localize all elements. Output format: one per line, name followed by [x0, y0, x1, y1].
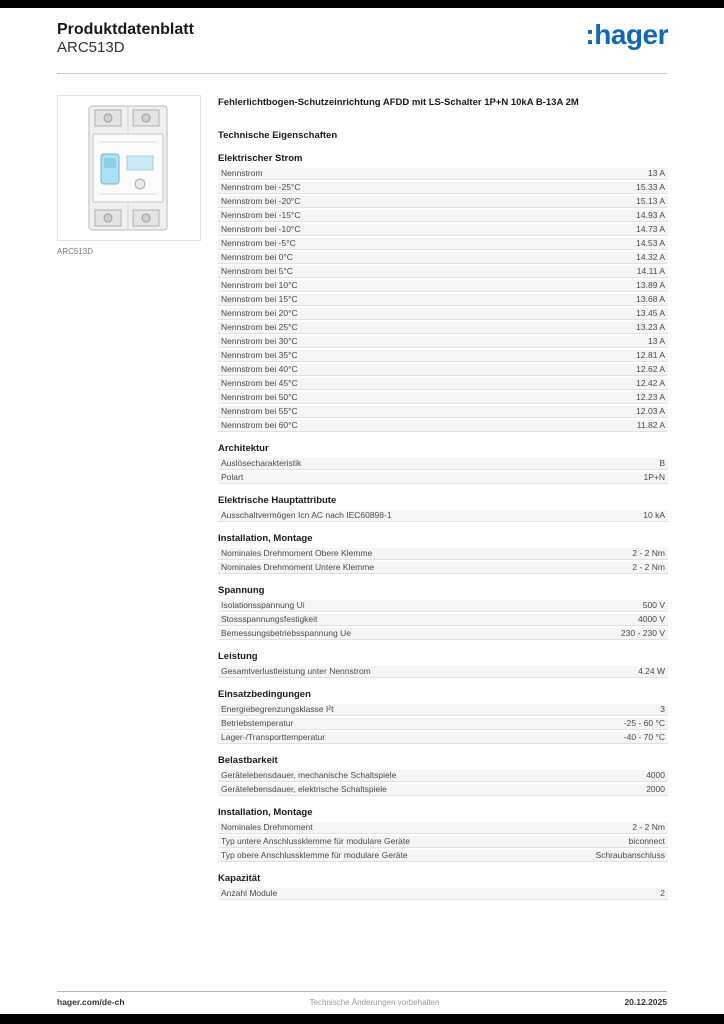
spec-label: Isolationsspannung Ui: [221, 600, 305, 610]
spec-label: Stossspannungsfestigkeit: [221, 614, 318, 624]
spec-row: [218, 888, 668, 900]
spec-row: [218, 562, 668, 574]
section-title: Einsatzbedingungen: [218, 689, 311, 700]
spec-value: 230 - 230 V: [621, 628, 665, 638]
section-title: Architektur: [218, 443, 269, 454]
section-rows: [218, 770, 668, 796]
section-rows: [218, 666, 668, 678]
spec-label: Nennstrom bei 5°C: [221, 266, 293, 276]
section-title: Installation, Montage: [218, 807, 313, 818]
spec-row: [218, 336, 668, 348]
spec-section: [218, 755, 668, 796]
spec-value: 15.33 A: [636, 182, 665, 192]
section-title: Elektrischer Strom: [218, 153, 303, 164]
spec-label: Typ untere Anschlussklemme für modulare Geräte: [221, 836, 410, 846]
spec-label: Nennstrom bei -10°C: [221, 224, 301, 234]
spec-label: Nennstrom bei -20°C: [221, 196, 301, 206]
spec-label: Nennstrom bei -15°C: [221, 210, 301, 220]
spec-value: biconnect: [628, 836, 665, 846]
spec-row: [218, 406, 668, 418]
spec-row: [218, 364, 668, 376]
spec-row: [218, 458, 668, 470]
spec-row: [218, 548, 668, 560]
spec-value: -25 - 60 °C: [623, 718, 665, 728]
spec-section: [218, 495, 668, 522]
spec-value: 12.42 A: [636, 378, 665, 388]
spec-value: 2 - 2 Nm: [632, 548, 665, 558]
page-footer: [57, 991, 667, 1007]
spec-row: [218, 378, 668, 390]
spec-row: [218, 392, 668, 404]
spec-row: [218, 252, 668, 264]
spec-value: 2 - 2 Nm: [632, 562, 665, 572]
section-rows: [218, 458, 668, 484]
spec-value: 12.81 A: [636, 350, 665, 360]
spec-row: [218, 472, 668, 484]
spec-row: [218, 836, 668, 848]
section-title: Installation, Montage: [218, 533, 313, 544]
spec-section: [218, 585, 668, 640]
footer-website: hager.com/de-ch: [57, 997, 125, 1007]
spec-row: [218, 238, 668, 250]
spec-row: [218, 850, 668, 862]
spec-label: Nennstrom bei 55°C: [221, 406, 298, 416]
spec-label: Anzahl Module: [221, 888, 278, 898]
spec-row: [218, 168, 668, 180]
footer-disclaimer: Technische Änderungen vorbehalten: [309, 998, 440, 1007]
spec-row: [218, 224, 668, 236]
tech-properties-heading: Technische Eigenschaften: [218, 130, 338, 141]
spec-label: Nennstrom: [221, 168, 263, 178]
spec-value: 13.23 A: [636, 322, 665, 332]
spec-label: Nennstrom bei 35°C: [221, 350, 298, 360]
section-title: Leistung: [218, 651, 258, 662]
spec-section: [218, 873, 668, 900]
spec-value: Schraubanschluss: [595, 850, 665, 860]
section-title: Kapazität: [218, 873, 261, 884]
spec-value: 10 kA: [643, 510, 665, 520]
circuit-breaker-illustration: [69, 102, 189, 234]
hager-logo: :hager: [585, 19, 668, 50]
spec-value: 4000: [646, 770, 665, 780]
spec-row: [218, 280, 668, 292]
footer-date: 20.12.2025: [624, 997, 667, 1007]
spec-label: Nominales Drehmoment: [221, 822, 313, 832]
spec-row: [218, 196, 668, 208]
spec-value: 500 V: [642, 600, 665, 610]
section-rows: [218, 822, 668, 862]
spec-value: 2: [660, 888, 665, 898]
header-divider: [57, 73, 667, 74]
spec-value: 4000 V: [638, 614, 665, 624]
product-code: ARC513D: [57, 39, 125, 56]
spec-row: [218, 666, 668, 678]
spec-value: 14.32 A: [636, 252, 665, 262]
spec-value: 3: [660, 704, 665, 714]
product-title: Fehlerlichtbogen-Schutzeinrichtung AFDD mit LS-Schalter 1P+N 10kA B-13A 2M: [218, 97, 579, 108]
spec-label: Nennstrom bei 25°C: [221, 322, 298, 332]
top-bar: [0, 0, 724, 8]
spec-row: [218, 294, 668, 306]
spec-label: Betriebstemperatur: [221, 718, 294, 728]
spec-label: Bemessungsbetriebsspannung Ue: [221, 628, 351, 638]
section-title: Belastbarkeit: [218, 755, 278, 766]
spec-row: [218, 210, 668, 222]
spec-label: Lager-/Transporttemperatur: [221, 732, 326, 742]
spec-label: Gerätelebensdauer, elektrische Schaltspiele: [221, 784, 387, 794]
spec-section: [218, 651, 668, 678]
spec-label: Typ obere Anschlussklemme für modulare Geräte: [221, 850, 408, 860]
spec-value: B: [659, 458, 665, 468]
section-rows: [218, 548, 668, 574]
section-rows: [218, 888, 668, 900]
spec-label: Nominales Drehmoment Obere Klemme: [221, 548, 373, 558]
spec-sections: [218, 153, 668, 900]
section-title: Spannung: [218, 585, 265, 596]
spec-row: [218, 718, 668, 730]
spec-value: 13.68 A: [636, 294, 665, 304]
spec-section: [218, 807, 668, 862]
spec-label: Energiebegrenzungsklasse I²t: [221, 704, 334, 714]
spec-label: Nennstrom bei 10°C: [221, 280, 298, 290]
spec-row: [218, 770, 668, 782]
spec-row: [218, 784, 668, 796]
spec-value: 13.45 A: [636, 308, 665, 318]
spec-label: Polart: [221, 472, 244, 482]
spec-value: 1P+N: [643, 472, 665, 482]
spec-label: Nennstrom bei -25°C: [221, 182, 301, 192]
spec-label: Gesamtverlustleistung unter Nennstrom: [221, 666, 371, 676]
spec-row: [218, 510, 668, 522]
section-rows: [218, 510, 668, 522]
product-image-caption: ARC513D: [57, 247, 94, 256]
spec-value: -40 - 70 °C: [623, 732, 665, 742]
spec-label: Auslösecharakteristik: [221, 458, 302, 468]
spec-label: Gerätelebensdauer, mechanische Schaltspiele: [221, 770, 397, 780]
spec-label: Nennstrom bei -5°C: [221, 238, 296, 248]
spec-row: [218, 350, 668, 362]
section-rows: [218, 704, 668, 744]
spec-content: [218, 97, 668, 902]
spec-row: [218, 732, 668, 744]
spec-row: [218, 614, 668, 626]
spec-row: [218, 182, 668, 194]
spec-label: Nennstrom bei 0°C: [221, 252, 293, 262]
spec-row: [218, 322, 668, 334]
spec-value: 14.53 A: [636, 238, 665, 248]
section-rows: [218, 168, 668, 432]
spec-row: [218, 266, 668, 278]
spec-row: [218, 600, 668, 612]
spec-value: 12.03 A: [636, 406, 665, 416]
document-type: Produktdatenblatt: [57, 21, 194, 38]
spec-label: Ausschaltvermögen Icn AC nach IEC60898-1: [221, 510, 392, 520]
spec-row: [218, 822, 668, 834]
spec-value: 13 A: [647, 168, 665, 178]
spec-section: [218, 533, 668, 574]
spec-value: 13.89 A: [636, 280, 665, 290]
spec-label: Nennstrom bei 40°C: [221, 364, 298, 374]
spec-label: Nennstrom bei 60°C: [221, 420, 298, 430]
spec-label: Nennstrom bei 45°C: [221, 378, 298, 388]
spec-value: 14.93 A: [636, 210, 665, 220]
spec-value: 12.23 A: [636, 392, 665, 402]
section-rows: [218, 600, 668, 640]
product-image-column: [57, 95, 201, 256]
spec-value: 13 A: [647, 336, 665, 346]
spec-label: Nennstrom bei 50°C: [221, 392, 298, 402]
product-image: [57, 95, 201, 241]
spec-label: Nennstrom bei 15°C: [221, 294, 298, 304]
section-title: Elektrische Hauptattribute: [218, 495, 337, 506]
spec-value: 4.24 W: [638, 666, 665, 676]
spec-value: 2000: [646, 784, 665, 794]
spec-value: 14.11 A: [636, 266, 665, 276]
spec-value: 11.82 A: [636, 420, 665, 430]
document-header: [57, 20, 194, 57]
spec-value: 15.13 A: [636, 196, 665, 206]
spec-section: [218, 153, 668, 432]
spec-label: Nominales Drehmoment Untere Klemme: [221, 562, 375, 572]
spec-value: 2 - 2 Nm: [632, 822, 665, 832]
spec-section: [218, 689, 668, 744]
spec-row: [218, 704, 668, 716]
spec-row: [218, 628, 668, 640]
spec-label: Nennstrom bei 30°C: [221, 336, 298, 346]
spec-label: Nennstrom bei 20°C: [221, 308, 298, 318]
spec-section: [218, 443, 668, 484]
spec-row: [218, 308, 668, 320]
spec-value: 14.73 A: [636, 224, 665, 234]
spec-row: [218, 420, 668, 432]
bottom-bar: [0, 1014, 724, 1024]
spec-value: 12.62 A: [636, 364, 665, 374]
